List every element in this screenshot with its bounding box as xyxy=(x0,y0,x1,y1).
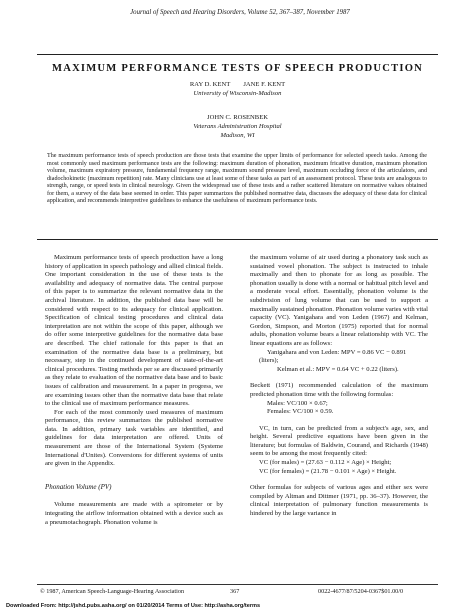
copyright-notice: © 1987, American Speech-Language-Hearing Association xyxy=(40,588,185,595)
article-title: MAXIMUM PERFORMANCE TESTS OF SPEECH PRODUCTION xyxy=(52,63,423,74)
footer-rule xyxy=(37,584,438,585)
equation: Males: VC/100 × 0.67; xyxy=(267,399,328,407)
download-notice: Downloaded From: http://jshd.pubs.asha.org/ on 01/20/2014 Terms of Use: http://asha.org/terms xyxy=(6,603,261,609)
equation-units: (liters); xyxy=(259,357,279,365)
abstract-rule xyxy=(37,239,438,240)
journal-reference: Journal of Speech and Hearing Disorders, Volume 52, 367–387, November 1987 xyxy=(130,9,350,16)
body-paragraph: For each of the most commonly used measures of maximum performance, this review summarizes the published normative data. In addition, primary task variables are identified, and guidelines for data interpretation are offered. Units of measurement are those of the International System (Systeme International d'Unites). Conversions for different systems of units are given in the Appendix. xyxy=(45,408,223,468)
top-rule xyxy=(37,54,438,55)
body-paragraph: Other formulas for subjects of various ages and either sex were compiled by Altman and Dittmer (1971, pp. 36–37). However, the clinical interpretation of pulmonary function measurements is hindered by the large variance in xyxy=(250,484,428,518)
equation: Yanigahara and von Leden: MPV = 0.86 VC − 0.891 xyxy=(267,348,407,356)
affiliation-2-city: Madison, WI xyxy=(220,132,255,139)
left-column xyxy=(45,254,223,527)
affiliation-1: University of Wisconsin-Madison xyxy=(193,90,282,97)
equation: Kelman et al.: MPV = 0.64 VC + 0.22 (liters). xyxy=(277,365,399,373)
body-paragraph: VC, in turn, can be predicted from a subject's age, sex, and height. Several predictive equations have been given in the literature; but formulas of Baldwin, Courand, and Richards (1948) seem to be among the most frequently cited: xyxy=(250,424,428,458)
body-paragraph: Volume measurements are made with a spirometer or by integrating the airflow information obtained with a device such as a pneumotachograph. Phonation volume is xyxy=(45,501,223,526)
affiliation-2: Veterans Administration Hospital xyxy=(193,123,282,130)
body-paragraph: Maximum performance tests of speech production have a long history of application in speech pathology and allied clinical fields. One important consideration in the use of these tests is the availability and adequacy of normative data. The central purpose of this paper is to summarize the relevant normative data in the archival literature. In addition, the published data base will be considered with respect to its adequacy for clinical application. Specification of clinical testing procedures and clinical data interpretation are not within the scope of this paper, although we do offer some interpretive guidelines for the normative data base are described. The chief rationale for this paper is that an examination of the normative data base is a preliminary, but necessary, step in the continued development of state-of-the-art clinical procedures. Testing methods per se are discussed primarily as they relate to evaluation of the normative data base and to basic issues of calibration and measurement. In a paper in progress, we are examining issues other than the normative data base that relate to the clinical use of maximum performance measures. xyxy=(45,254,223,408)
authors-line: RAY D. KENT JANE F. KENT xyxy=(189,81,286,88)
right-column xyxy=(250,254,428,519)
section-heading: Phonation Volume (PV) xyxy=(45,482,112,491)
equation: VC (for females) = (21.78 − 0.101 × Age) × Height. xyxy=(259,467,397,475)
page-number: 367 xyxy=(230,588,240,595)
equation: Females: VC/100 × 0.59. xyxy=(267,408,334,416)
body-paragraph: the maximum volume of air used during a phonatory task such as sustained vowel phonation. The subject is instructed to inhale maximally and then to phonate for as long as possible. The phonation usually is done with a normal or habitual pitch level and a moderate vocal effort. Essentially, phonation volume is the subdivision of lung volume that can be used to support a maximally sustained phonation. Phonation volume varies with vital capacity (VC). Yanigahara and von Leden (1967) and Kelman, Gordon, Simpson, and Morton (1975) reported that for normal adults, phonation volume bears a linear relationship with VC. The linear equations are as follows: xyxy=(250,254,429,347)
article-code: 0022-4677/87/5204-0367$01.00/0 xyxy=(318,588,404,595)
equation: VC (for males) = (27.63 − 0.112 × Age) × Height; xyxy=(259,459,392,467)
author-rosenbek: JOHN C. ROSENBEK xyxy=(207,114,268,121)
abstract: The maximum performance tests of speech production are those tests that examine the upper limits of performance for selected speech tasks. Among the most commonly used maximum performance tests are the following: maximum duration of phonation, maximum fricative duration, maximum phonation volume, maximum expiratory pressure, fundamental frequency range, maximum sound pressure level, maximum occluding force of the articulators, and diadochokinetic (maximum repetition) rate. Many clinicians use at least some of these tasks as part of an assessment protocol. These tests are analogous to strength, range, or speed tests in clinical neurology. Given the widespread use of these tests and a rather scattered literature on normative values obtained for them, a survey of the data base seemed in order. This paper summarizes the published normative data, discusses the adequacy of these data for clinical application, and recommends interpretive guidelines to enhance the usefulness of maximum performance tests. xyxy=(47,153,427,204)
body-paragraph: Beckett (1971) recommended calculation of the maximum predicted phonation time with the following formulas: xyxy=(250,382,428,398)
